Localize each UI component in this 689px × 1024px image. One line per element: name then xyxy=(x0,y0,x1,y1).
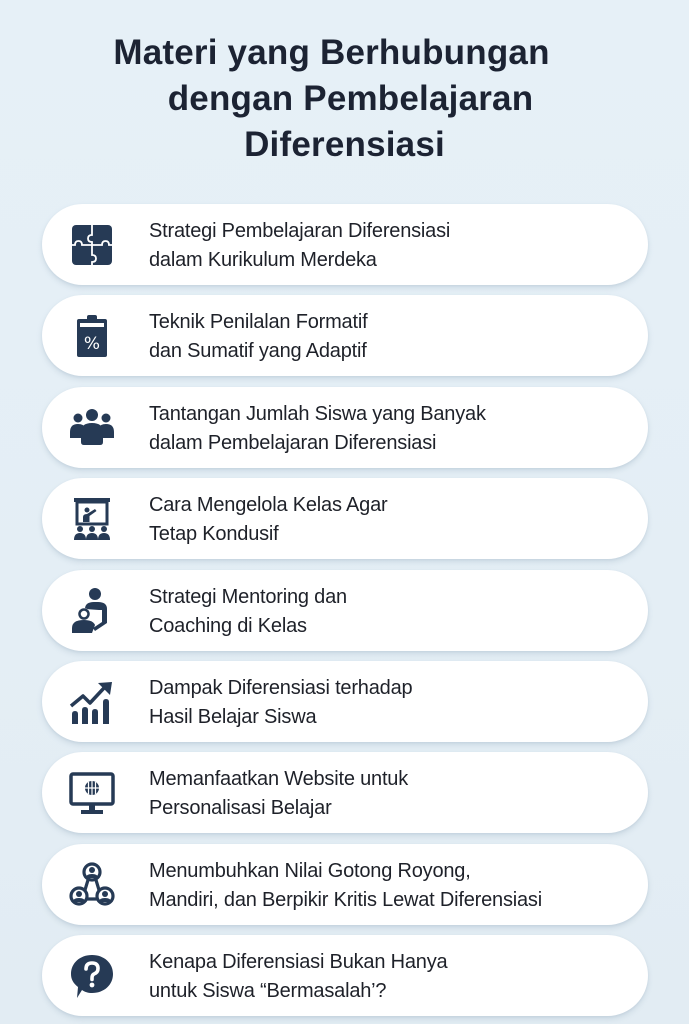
topic-card-bukan-hanya[interactable] xyxy=(42,935,648,1016)
page-title-line-2: dengan Pembelajaran xyxy=(167,79,534,118)
clipboard-percent-icon xyxy=(68,312,116,360)
group-people-icon xyxy=(68,404,116,452)
topic-card-website[interactable] xyxy=(42,752,648,833)
mentor-child-icon xyxy=(68,587,116,635)
topic-label: Menumbuhkan Nilai Gotong Royong, Mandiri, dan Berpikir Kritis Lewat Diferensiasi xyxy=(149,860,542,911)
network-people-icon xyxy=(68,861,116,909)
puzzle-icon xyxy=(68,221,116,269)
page-title-line-3: Diferensiasi xyxy=(244,125,445,164)
topic-card-strategi-pembelajaran[interactable] xyxy=(42,204,648,285)
topic-card-teknik-penilaian[interactable] xyxy=(42,295,648,376)
topic-label: Kenapa Diferensiasi Bukan Hanya untuk Siswa “Bermasalah’? xyxy=(149,951,448,1002)
page-title xyxy=(0,30,689,168)
topic-label: Strategi Pembelajaran Diferensiasi dalam Kurikulum Merdeka xyxy=(149,220,451,271)
topic-label: Strategi Mentoring dan Coaching di Kelas xyxy=(149,586,347,637)
monitor-globe-icon xyxy=(68,769,116,817)
page-title-line-1: Materi yang Berhubungan xyxy=(113,33,550,72)
svg-text:%: % xyxy=(83,334,101,354)
topic-label: Memanfaatkan Website untuk Personalisasi Belajar xyxy=(149,768,409,819)
topic-label: Tantangan Jumlah Siswa yang Banyak dalam Pembelajaran Diferensiasi xyxy=(149,403,486,454)
question-bubble-icon xyxy=(68,952,116,1000)
topic-card-mentoring[interactable] xyxy=(42,570,648,651)
topic-card-gotong-royong[interactable] xyxy=(42,844,648,925)
topic-card-dampak[interactable] xyxy=(42,661,648,742)
topic-label: Teknik Penilalan Formatif dan Sumatif yang Adaptif xyxy=(149,311,368,362)
classroom-presentation-icon xyxy=(68,495,116,543)
topic-card-jumlah-siswa[interactable] xyxy=(42,387,648,468)
topic-label: Dampak Diferensiasi terhadap Hasil Belajar Siswa xyxy=(149,677,413,728)
growth-chart-icon xyxy=(68,678,116,726)
topic-label: Cara Mengelola Kelas Agar Tetap Kondusif xyxy=(149,494,388,545)
topic-card-mengelola-kelas[interactable] xyxy=(42,478,648,559)
